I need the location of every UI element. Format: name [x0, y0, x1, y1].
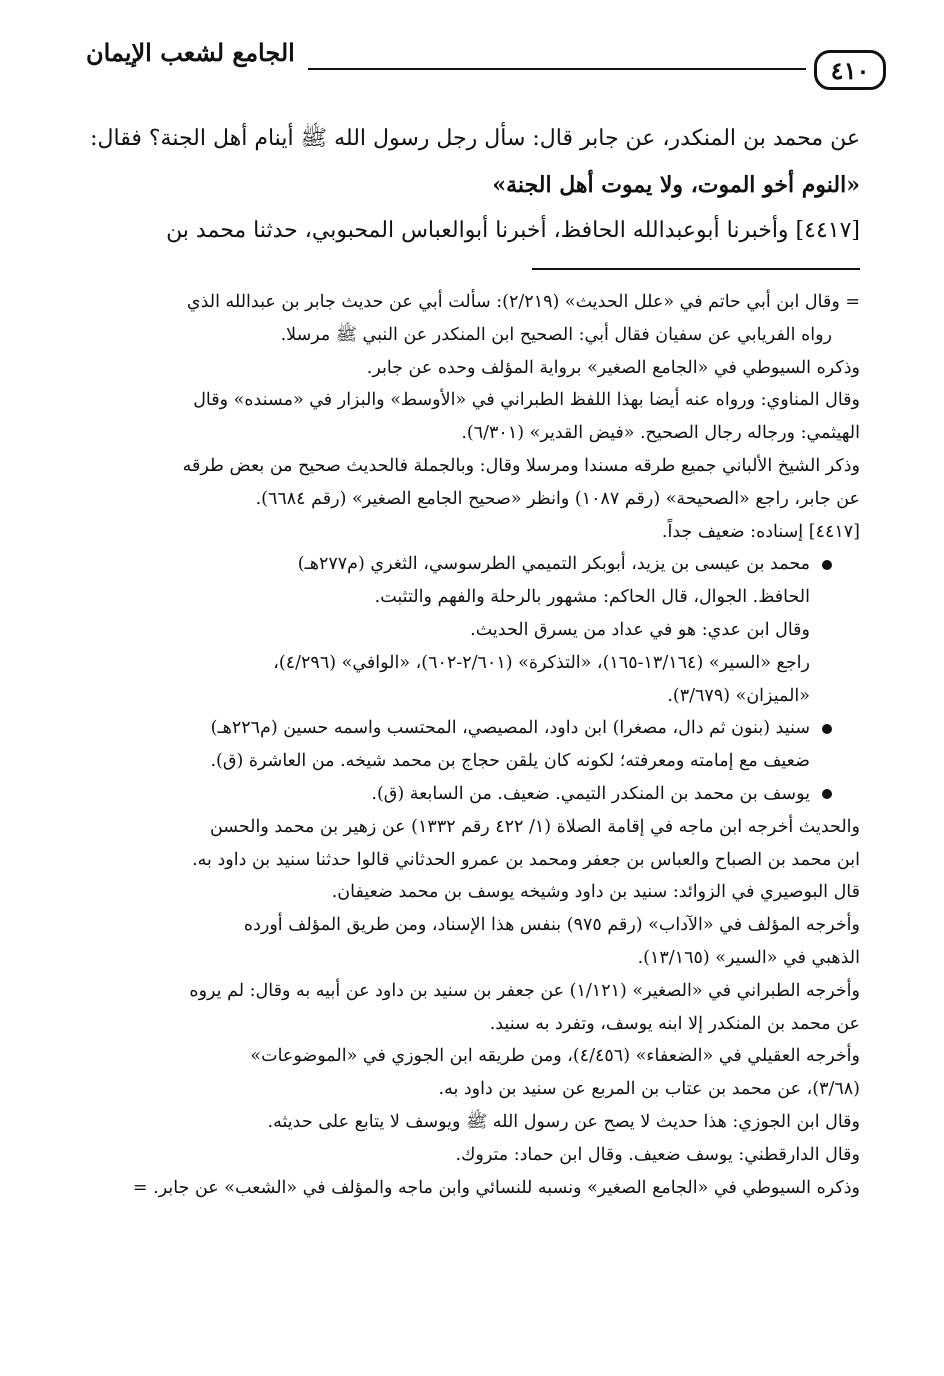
- footnote-line: عن محمد بن المنكدر إلا ابنه يوسف، وتفرد به سنيد.: [489, 1013, 860, 1034]
- footnote-line: «الميزان» (٣/٦٧٩).: [667, 685, 810, 706]
- narrator-entry: [80, 712, 860, 745]
- footnote-line: وقال الدارقطني: يوسف ضعيف. وقال ابن حماد: متروك.: [455, 1144, 860, 1165]
- footnote-line: وقال ابن عدي: هو في عداد من يسرق الحديث.: [470, 619, 810, 640]
- footnote-line: وذكره السيوطي في «الجامع الصغير» ونسبه للنسائي وابن ماجه والمؤلف في «الشعب» عن جابر. =: [132, 1177, 860, 1198]
- footnote-line: الحافظ. الجوال، قال الحاكم: مشهور بالرحلة والفهم والتثبت.: [374, 587, 810, 608]
- page-header: [86, 38, 886, 100]
- footnote-line: وذكر الشيخ الألباني جميع طرقه مسندا ومرسلا وقال: وبالجملة فالحديث صحيح من بعض طرقه: [182, 455, 860, 476]
- footnote-line: ابن محمد بن الصباح والعباس بن جعفر ومحمد بن عمرو الحدثاني قالوا حدثنا سنيد بن داود به.: [192, 849, 860, 870]
- footnote-line: رواه الفريابي عن سفيان فقال أبي: الصحيح ابن المنكدر عن النبي ﷺ مرسلا.: [280, 324, 832, 345]
- narrator-text: يوسف بن محمد بن المنكدر التيمي. ضعيف. من السابعة (ق).: [371, 783, 810, 804]
- bullet-icon: [822, 560, 832, 570]
- narrator-text: سنيد (بنون ثم دال، مصغرا) ابن داود، المصيصي، المحتسب واسمه حسين (م٢٢٦هـ): [210, 718, 810, 739]
- main-line: [٤٤١٧] وأخبرنا أبوعبدالله الحافظ، أخبرنا أبوالعباس المحبوبي، حدثنا محمد بن: [166, 218, 860, 243]
- footnote-line: قال البوصيري في الزوائد: سنيد بن داود وشيخه يوسف بن محمد ضعيفان.: [331, 882, 860, 903]
- main-line: عن محمد بن المنكدر، عن جابر قال: سأل رجل رسول الله ﷺ أينام أهل الجنة؟ فقال:: [90, 126, 860, 151]
- hadith-quote: «النوم أخو الموت، ولا يموت أهل الجنة»: [492, 172, 860, 198]
- narrator-entry: [80, 548, 860, 581]
- footnote-line: الهيثمي: ورجاله رجال الصحيح. «فيض القدير» (٦/٣٠١).: [461, 423, 860, 444]
- footnote-line: ضعيف مع إمامته ومعرفته؛ لكونه كان يلقن حجاج بن محمد شيخه. من العاشرة (ق).: [210, 751, 810, 772]
- footnote-line: وأخرجه المؤلف في «الآداب» (رقم ٩٧٥) بنفس هذا الإسناد، ومن طريق المؤلف أورده: [243, 915, 860, 936]
- footnote-line: وذكره السيوطي في «الجامع الصغير» برواية المؤلف وحده عن جابر.: [366, 357, 860, 378]
- narrator-entry: [80, 778, 860, 811]
- footnote-line: [٤٤١٧] إسناده: ضعيف جداً.: [661, 521, 860, 542]
- book-title: الجامع لشعب الإيمان: [86, 38, 295, 67]
- footnote-line: والحديث أخرجه ابن ماجه في إقامة الصلاة (١/ ٤٢٢ رقم ١٣٣٢) عن زهير بن محمد والحسن: [209, 816, 860, 837]
- bullet-icon: [822, 724, 832, 734]
- footnotes: [80, 286, 860, 1204]
- main-text: [80, 116, 860, 254]
- footnote-line: عن جابر، راجع «الصحيحة» (رقم ١٠٨٧) وانظر «صحيح الجامع الصغير» (رقم ٦٦٨٤).: [255, 488, 860, 509]
- footnote-line: وأخرجه العقيلي في «الضعفاء» (٤/٤٥٦)، ومن طريقه ابن الجوزي في «الموضوعات»: [250, 1046, 860, 1067]
- footnote-line: وقال ابن الجوزي: هذا حديث لا يصح عن رسول الله ﷺ ويوسف لا يتابع على حديثه.: [267, 1111, 860, 1132]
- narrator-text: محمد بن عيسى بن يزيد، أبوبكر التميمي الطرسوسي، الثغري (م٢٧٧هـ): [297, 554, 810, 575]
- footnote-line: وقال المناوي: ورواه عنه أيضا بهذا اللفظ الطبراني في «الأوسط» والبزار في «مسنده» وقال: [193, 390, 860, 411]
- footnote-separator: [532, 268, 860, 270]
- footnote-line: وأخرجه الطبراني في «الصغير» (١/١٢١) عن جعفر بن سنيد بن داود عن أبيه به وقال: لم يروه: [189, 980, 860, 1001]
- page-number: ٤١٠: [814, 50, 886, 90]
- footnote-line: = وقال ابن أبي حاتم في «علل الحديث» (٢/٢١٩): سألت أبي عن حديث جابر بن عبدالله الذي: [186, 292, 860, 312]
- header-rule: [308, 68, 806, 70]
- footnote-line: الذهبي في «السير» (١٣/١٦٥).: [637, 947, 860, 968]
- footnote-line: راجع «السير» (١٣/١٦٤-١٦٥)، «التذكرة» (٢/٦٠١-٦٠٢)، «الوافي» (٤/٢٩٦)،: [273, 652, 810, 673]
- bullet-icon: [822, 789, 832, 799]
- footnote-line: (٣/٦٨)، عن محمد بن عتاب بن المربع عن سنيد بن داود به.: [438, 1079, 860, 1100]
